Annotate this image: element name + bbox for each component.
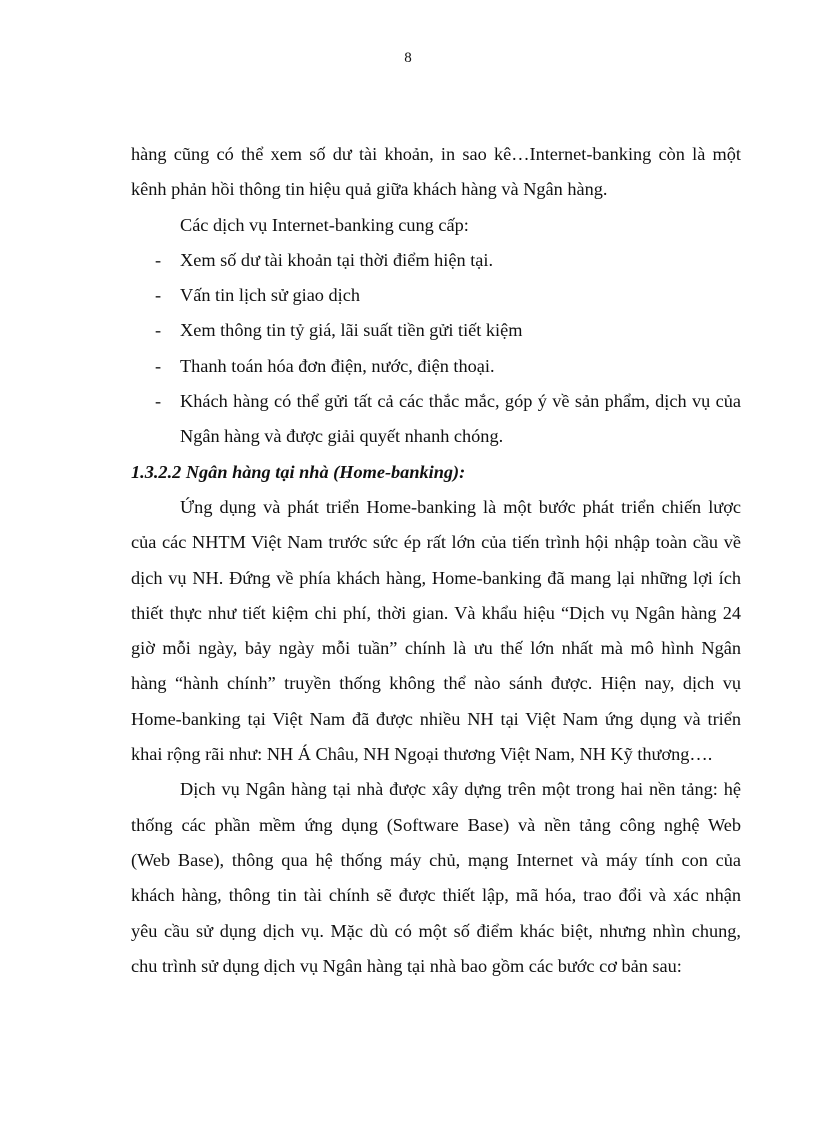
text-line: (Web Base), thông qua hệ thống máy chủ, mạng Internet và máy tính con của: [131, 849, 741, 870]
document-body: [131, 137, 741, 984]
text-line: khách hàng, thông tin tài chính sẽ được thiết lập, mã hóa, trao đổi và xác nhận: [131, 885, 741, 906]
list-dash: -: [155, 391, 162, 412]
page-number: 8: [404, 50, 412, 66]
list-dash: -: [155, 355, 162, 376]
list-item-text-line: Ngân hàng và được giải quyết nhanh chóng.: [180, 426, 504, 447]
list-item-text: Vấn tin lịch sử giao dịch: [180, 285, 360, 306]
paragraph-internet-banking-continued: [131, 137, 741, 208]
list-item-text: Thanh toán hóa đơn điện, nước, điện thoại.: [180, 355, 495, 376]
list-item: [131, 278, 741, 313]
list-item: [131, 349, 741, 384]
list-item: [131, 384, 741, 455]
list-dash: -: [155, 320, 162, 341]
text-line: hàng “hành chính” truyền thống không thể nào sánh được. Hiện nay, dịch vụ: [131, 673, 741, 694]
section-heading: 1.3.2.2 Ngân hàng tại nhà (Home-banking):: [131, 461, 466, 482]
text-line: giờ mỗi ngày, bảy ngày mỗi tuần” chính là ưu thế lớn nhất mà mô hình Ngân: [131, 638, 741, 659]
text-line: kênh phản hồi thông tin hiệu quả giữa khách hàng và Ngân hàng.: [131, 179, 608, 200]
text-line: hàng cũng có thể xem số dư tài khoản, in sao kê…Internet-banking còn là một: [131, 144, 741, 164]
text-line: chu trình sử dụng dịch vụ Ngân hàng tại nhà bao gồm các bước cơ bản sau:: [131, 955, 682, 976]
text-line: Home-banking tại Việt Nam đã được nhiều NH tại Việt Nam ứng dụng và triển: [131, 708, 741, 729]
services-intro: Các dịch vụ Internet-banking cung cấp:: [180, 214, 469, 235]
list-dash: -: [155, 285, 162, 306]
list-item-text: Xem thông tin tỷ giá, lãi suất tiền gửi tiết kiệm: [180, 320, 523, 341]
list-item-text-line: Khách hàng có thể gửi tất cả các thắc mắc, góp ý về sản phẩm, dịch vụ của: [180, 391, 741, 412]
list-item: [131, 313, 741, 348]
list-dash: -: [155, 249, 162, 270]
list-item: [131, 243, 741, 278]
text-line: của các NHTM Việt Nam trước sức ép rất lớn của tiến trình hội nhập toàn cầu về: [131, 532, 741, 553]
text-line: dịch vụ NH. Đứng về phía khách hàng, Home-banking đã mang lại những lợi ích: [131, 567, 741, 588]
text-line: yêu cầu sử dụng dịch vụ. Mặc dù có một số điểm khác biệt, nhưng nhìn chung,: [131, 920, 741, 941]
paragraph-home-banking: [131, 490, 741, 772]
list-item-text: Xem số dư tài khoản tại thời điểm hiện tại.: [180, 249, 494, 270]
text-line: thiết thực như tiết kiệm chi phí, thời gian. Và khẩu hiệu “Dịch vụ Ngân hàng 24: [131, 602, 741, 623]
text-line: thống các phần mềm ứng dụng (Software Base) và nền tảng công nghệ Web: [131, 814, 741, 835]
text-line: Ứng dụng và phát triển Home-banking là một bước phát triển chiến lược: [180, 496, 741, 517]
text-line: Dịch vụ Ngân hàng tại nhà được xây dựng trên một trong hai nền tảng: hệ: [180, 779, 741, 800]
text-line: khai rộng rãi như: NH Á Châu, NH Ngoại thương Việt Nam, NH Kỹ thương….: [131, 744, 713, 765]
paragraph-home-banking-platform: [131, 772, 741, 984]
